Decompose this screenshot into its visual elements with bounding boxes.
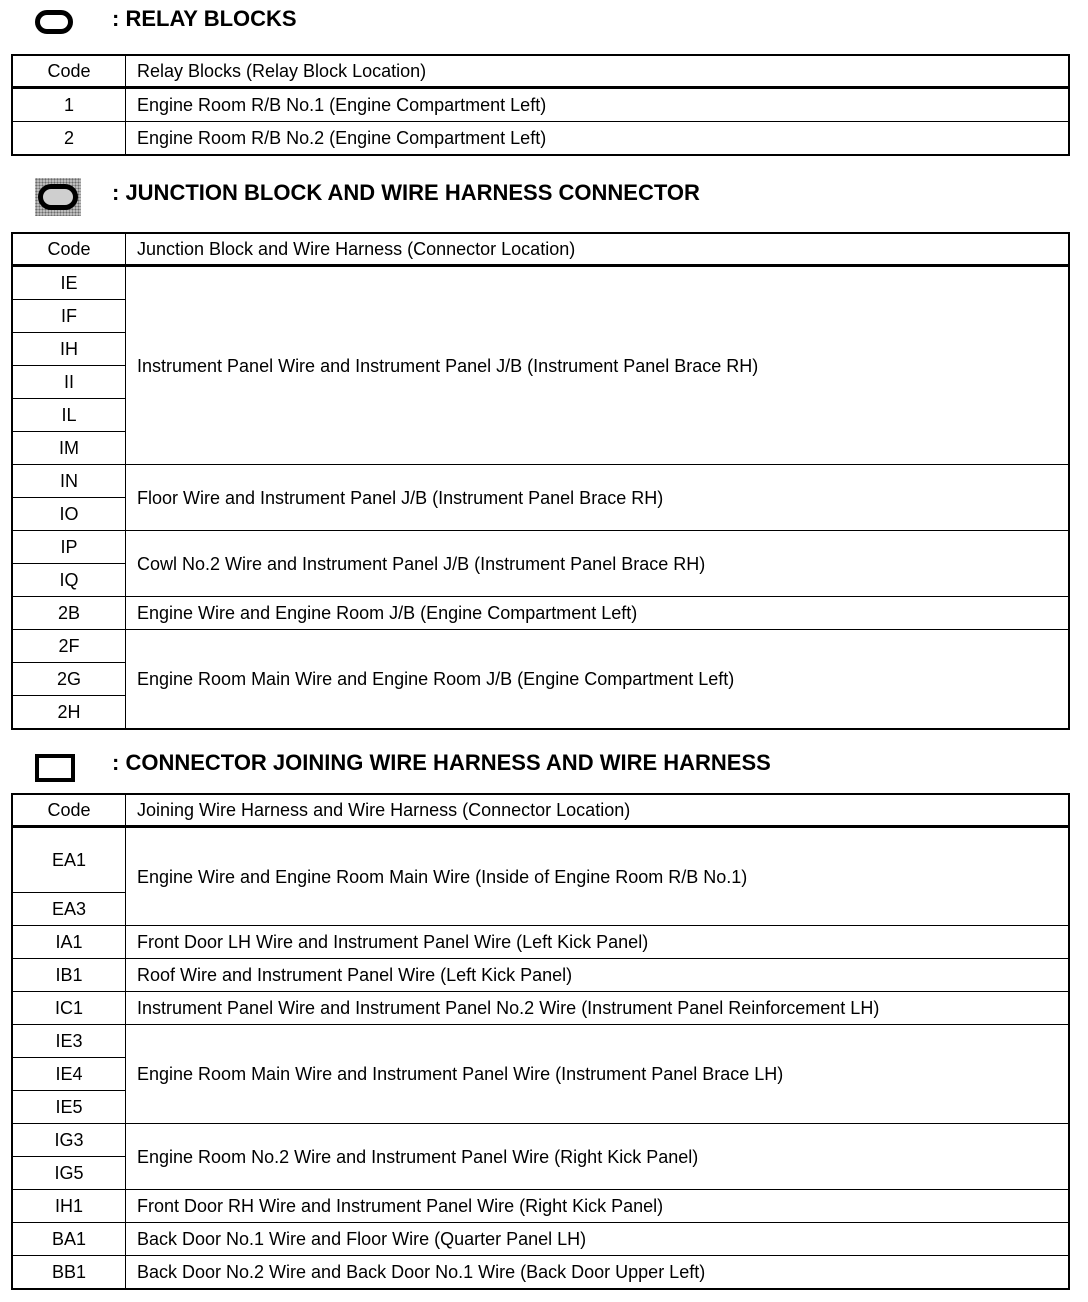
row-code: EA3 [12, 893, 126, 926]
table-row [12, 465, 1069, 498]
row-code: IM [12, 432, 126, 465]
row-code: 2G [12, 663, 126, 696]
header-description: Joining Wire Harness and Wire Harness (Connector Location) [126, 794, 1070, 827]
row-description: Front Door LH Wire and Instrument Panel Wire (Left Kick Panel) [126, 926, 1070, 959]
row-code: 2F [12, 630, 126, 663]
row-description: Floor Wire and Instrument Panel J/B (Instrument Panel Brace RH) [126, 465, 1070, 531]
header-code: Code [12, 794, 126, 827]
connector-heading [0, 744, 1088, 784]
row-code: 1 [12, 88, 126, 122]
header-code: Code [12, 55, 126, 88]
header-description: Junction Block and Wire Harness (Connector Location) [126, 233, 1070, 266]
table-row [12, 88, 1069, 122]
row-description: Back Door No.1 Wire and Floor Wire (Quarter Panel LH) [126, 1223, 1070, 1256]
row-description: Engine Room Main Wire and Engine Room J/B (Engine Compartment Left) [126, 630, 1070, 730]
table-row [12, 266, 1069, 300]
relay-block-symbol-icon [35, 10, 73, 34]
row-code: IF [12, 300, 126, 333]
table-header-row [12, 55, 1069, 88]
row-code: 2 [12, 122, 126, 156]
row-description: Engine Room R/B No.2 (Engine Compartment Left) [126, 122, 1070, 156]
row-description: Engine Room Main Wire and Instrument Panel Wire (Instrument Panel Brace LH) [126, 1025, 1070, 1124]
junction-block-table [11, 232, 1070, 730]
table-row [12, 1256, 1069, 1290]
row-description: Engine Wire and Engine Room Main Wire (Inside of Engine Room R/B No.1) [126, 827, 1070, 926]
header-code: Code [12, 233, 126, 266]
table-row [12, 827, 1069, 893]
table-row [12, 1223, 1069, 1256]
row-code: IA1 [12, 926, 126, 959]
row-code: IE5 [12, 1091, 126, 1124]
row-code: IE [12, 266, 126, 300]
row-code: IH [12, 333, 126, 366]
row-code: II [12, 366, 126, 399]
row-code: IN [12, 465, 126, 498]
relay-blocks-table [11, 54, 1070, 156]
row-description: Roof Wire and Instrument Panel Wire (Left Kick Panel) [126, 959, 1070, 992]
row-description: Back Door No.2 Wire and Back Door No.1 Wire (Back Door Upper Left) [126, 1256, 1070, 1290]
relay-blocks-title: : RELAY BLOCKS [112, 6, 297, 31]
connector-table [11, 793, 1070, 1290]
row-code: IE3 [12, 1025, 126, 1058]
table-row [12, 1190, 1069, 1223]
table-row [12, 926, 1069, 959]
table-row [12, 1124, 1069, 1157]
row-description: Engine Room R/B No.1 (Engine Compartment Left) [126, 88, 1070, 122]
junction-block-heading [0, 174, 1088, 214]
table-row [12, 1025, 1069, 1058]
row-description: Front Door RH Wire and Instrument Panel Wire (Right Kick Panel) [126, 1190, 1070, 1223]
table-row [12, 531, 1069, 564]
row-description: Cowl No.2 Wire and Instrument Panel J/B (Instrument Panel Brace RH) [126, 531, 1070, 597]
table-row [12, 992, 1069, 1025]
row-code: BB1 [12, 1256, 126, 1290]
row-code: IO [12, 498, 126, 531]
table-header-row [12, 794, 1069, 827]
row-code: IE4 [12, 1058, 126, 1091]
row-code: IP [12, 531, 126, 564]
row-code: BA1 [12, 1223, 126, 1256]
row-code: IL [12, 399, 126, 432]
connector-symbol-icon [35, 754, 75, 782]
table-row [12, 959, 1069, 992]
row-description: Instrument Panel Wire and Instrument Panel J/B (Instrument Panel Brace RH) [126, 266, 1070, 465]
row-code: IQ [12, 564, 126, 597]
junction-block-title: : JUNCTION BLOCK AND WIRE HARNESS CONNECTOR [112, 180, 700, 205]
row-description: Instrument Panel Wire and Instrument Panel No.2 Wire (Instrument Panel Reinforcement LH) [126, 992, 1070, 1025]
row-code: IB1 [12, 959, 126, 992]
junction-block-symbol-icon [35, 178, 81, 216]
table-row [12, 122, 1069, 156]
row-code: IH1 [12, 1190, 126, 1223]
row-description: Engine Wire and Engine Room J/B (Engine Compartment Left) [126, 597, 1070, 630]
table-header-row [12, 233, 1069, 266]
row-code: 2H [12, 696, 126, 730]
row-code: IC1 [12, 992, 126, 1025]
table-row [12, 630, 1069, 663]
table-row [12, 597, 1069, 630]
row-code: IG5 [12, 1157, 126, 1190]
row-code: EA1 [12, 827, 126, 893]
row-description: Engine Room No.2 Wire and Instrument Panel Wire (Right Kick Panel) [126, 1124, 1070, 1190]
row-code: IG3 [12, 1124, 126, 1157]
row-code: 2B [12, 597, 126, 630]
connector-title: : CONNECTOR JOINING WIRE HARNESS AND WIRE HARNESS [112, 750, 771, 775]
header-description: Relay Blocks (Relay Block Location) [126, 55, 1070, 88]
relay-blocks-heading [0, 0, 1088, 40]
